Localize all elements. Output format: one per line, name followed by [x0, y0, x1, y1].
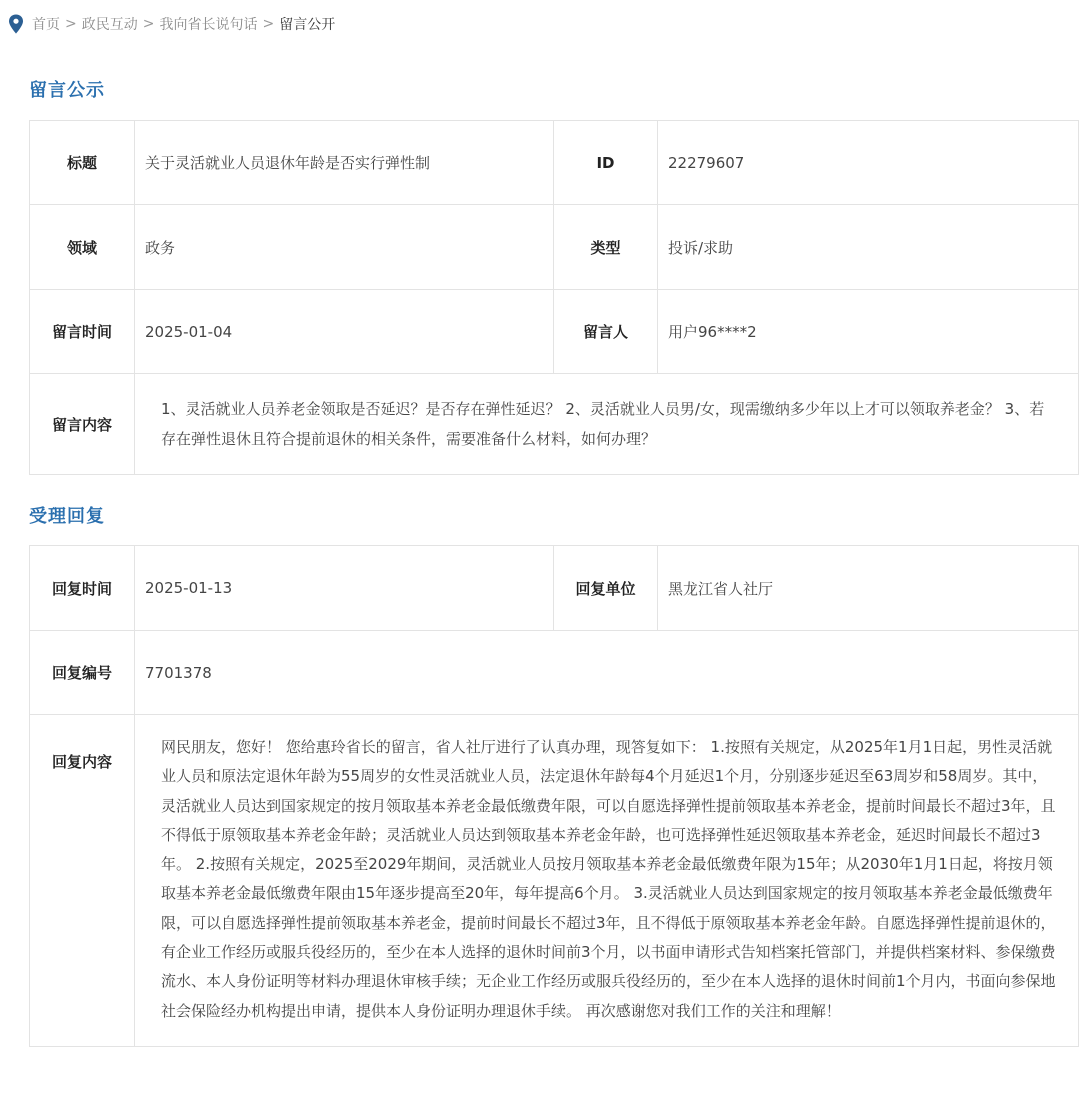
reply-section-title: 受理回复 — [29, 506, 105, 527]
reply-content-label: 回复内容 — [30, 715, 135, 1047]
message-content-value: 1、灵活就业人员养老金领取是否延迟？是否存在弹性延迟？ 2、灵活就业人员男/女，现需缴纳多少年以上才可以领取养老金？ 3、若存在弹性退休且符合提前退休的相关条件，需要准备什么材料，如何办理？ — [135, 374, 1079, 475]
table-row — [30, 374, 1079, 475]
breadcrumb-current: 留言公开 — [279, 17, 336, 33]
message-time-value: 2025-01-04 — [135, 290, 554, 374]
breadcrumb-interaction-link[interactable]: 政民互动 — [81, 17, 138, 33]
reply-unit-label: 回复单位 — [554, 546, 658, 631]
id-value: 22279607 — [658, 121, 1079, 205]
table-row — [30, 631, 1079, 715]
table-row — [30, 205, 1079, 290]
breadcrumb-home-link[interactable]: 首页 — [32, 17, 60, 33]
reply-number-value: 7701378 — [135, 631, 1079, 715]
table-row — [30, 546, 1079, 631]
table-row — [30, 290, 1079, 374]
reply-time-label: 回复时间 — [30, 546, 135, 631]
message-author-value: 用户96****2 — [658, 290, 1079, 374]
reply-content-value: 网民朋友，您好！ 您给惠玲省长的留言，省人社厅进行了认真办理，现答复如下： 1.按照有关规定，从2025年1月1日起，男性灵活就业人员和原法定退休年龄为55周岁的女性灵活就业人员，法定退休年龄每4个月延迟1个月，分别逐步延迟至63周岁和58周岁。其中，灵活就业人员达到国家规定的按月领取基本养老金最低缴费年限，可以自愿选择弹性提前领取基本养老金，提前时间最长不超过3年，且不得低于原领取基本养老金年龄；灵活就业人员达到领取基本养老金年龄，也可选择弹性延迟领取基本养老金，延迟时间最长不超过3年。 2.按照有关规定，2025至2029年期间，灵活就业人员按月领取基本养老金最低缴费年限为15年；从2030年1月1日起，将按月领取基本养老金最低缴费年限由15年逐步提高至20年，每年提高6个月。 3.灵活就业人员达到国家规定的按月领取基本养老金最低缴费年限，可以自愿选择弹性提前领取基本养老金，提前时间最长不超过3年，且不得低于原领取基本养老金年龄。自愿选择弹性提前退休的，有企业工作经历或服兵役经历的，至少在本人选择的退休时间前3个月，以书面申请形式告知档案托管部门，并提供档案材料、参保缴费流水、本人身份证明等材料办理退休审核手续；无企业工作经历或服兵役经历的，至少在本人选择的退休时间前1个月内，书面向参保地社会保险经办机构提出申请，提供本人身份证明办理退休手续。 再次感谢您对我们工作的关注和理解！ — [135, 715, 1079, 1047]
type-value: 投诉/求助 — [658, 205, 1079, 290]
message-info-table — [29, 120, 1079, 475]
table-row — [30, 715, 1079, 1047]
breadcrumb-separator: > — [262, 16, 275, 32]
reply-time-value: 2025-01-13 — [135, 546, 554, 631]
title-label: 标题 — [30, 121, 135, 205]
message-time-label: 留言时间 — [30, 290, 135, 374]
domain-label: 领域 — [30, 205, 135, 290]
title-value: 关于灵活就业人员退休年龄是否实行弹性制 — [135, 121, 554, 205]
reply-number-label: 回复编号 — [30, 631, 135, 715]
message-section-title: 留言公示 — [29, 80, 105, 101]
id-label: ID — [554, 121, 658, 205]
breadcrumb-separator: > — [142, 16, 155, 32]
breadcrumb — [8, 12, 335, 36]
breadcrumb-governor-link[interactable]: 我向省长说句话 — [159, 17, 258, 33]
message-content-label: 留言内容 — [30, 374, 135, 475]
domain-value: 政务 — [135, 205, 554, 290]
table-row — [30, 121, 1079, 205]
reply-info-table — [29, 545, 1079, 1047]
location-pin-icon — [8, 14, 24, 34]
reply-unit-value: 黑龙江省人社厅 — [658, 546, 1079, 631]
breadcrumb-separator: > — [65, 16, 77, 32]
type-label: 类型 — [554, 205, 658, 290]
message-author-label: 留言人 — [554, 290, 658, 374]
